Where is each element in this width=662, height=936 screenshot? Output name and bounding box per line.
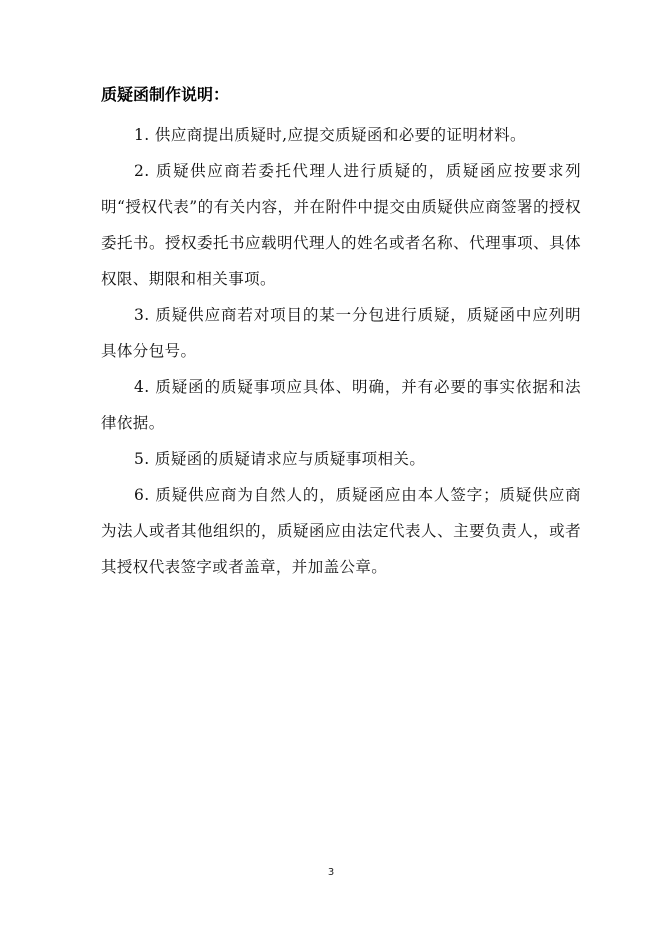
instruction-paragraph-4: 4. 质疑函的质疑事项应具体、明确，并有必要的事实依据和法律依据。 bbox=[101, 378, 581, 432]
document-body bbox=[101, 83, 581, 585]
instruction-paragraph-3: 3. 质疑供应商若对项目的某一分包进行质疑，质疑函中应列明具体分包号。 bbox=[101, 306, 581, 360]
page-number: 3 bbox=[327, 867, 335, 878]
section-heading: 质疑函制作说明： bbox=[101, 85, 230, 104]
instruction-paragraph-2: 2. 质疑供应商若委托代理人进行质疑的，质疑函应按要求列明“授权代表”的有关内容，并在附件中提交由质疑供应商签署的授权委托书。授权委托书应载明代理人的姓名或者名称、代理事项、具体权限、期限和相关事项。 bbox=[101, 162, 581, 288]
instruction-paragraph-1: 1. 供应商提出质疑时,应提交质疑函和必要的证明材料。 bbox=[134, 126, 526, 144]
instruction-paragraph-6: 6. 质疑供应商为自然人的，质疑函应由本人签字；质疑供应商为法人或者其他组织的，质疑函应由法定代表人、主要负责人，或者其授权代表签字或者盖章，并加盖公章。 bbox=[101, 486, 581, 576]
instruction-paragraph-5: 5. 质疑函的质疑请求应与质疑事项相关。 bbox=[134, 450, 426, 468]
